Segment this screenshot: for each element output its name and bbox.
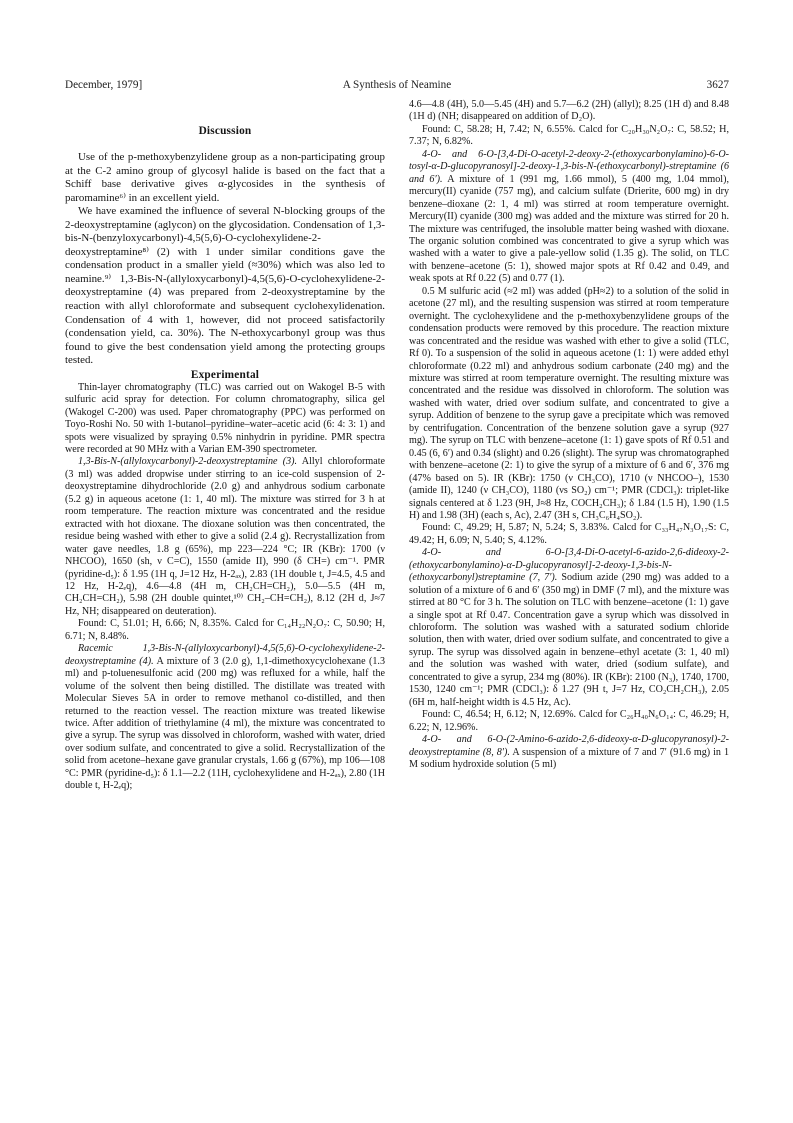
page-number: 3627 — [706, 79, 729, 91]
paragraph-text: Sodium azide (290 mg) was added to a solution of a mixture of 6 and 6′ (350 mg) in DMF (7 ml), and the mixture was stirred at 80 °C for 3 h. The solution on TLC with benzene–acetone (1: 1) gave a single spot at Rf 0.47. Concentration gave a syrup which was dissolved in chloroform. The solution was washed with a saturated sodium chloride solution, then with water, dried over sodium sulfate, and concentrated to give a syrup. The syrup was dissolved again in benzene–ethyl acetate (3: 1, 40 ml) and the solution was washed with water, dried (sodium sulfate), and concentrated to give a syrup, 234 mg (80%). IR (KBr): 2100 (N₃), 1740, 1700, 1530, 1240 cm⁻¹; PMR (CDCl₃): δ 1.27 (9H t, J=7 Hz, CO₂CH₂CH₃), 2.05 (6H m, half-height width is 4.5 Hz, Ac). — [409, 572, 729, 708]
compound-heading: Racemic 1,3-Bis-N-(allyloxycarbonyl)-4,5(5,6)-O-cyclohexylidene-2-deoxystreptamine (4). — [65, 643, 385, 667]
experimental-paragraph — [65, 456, 385, 618]
experimental-paragraph — [409, 522, 729, 547]
experimental-paragraph — [65, 382, 385, 457]
paragraph-text: A mixture of 3 (2.0 g), 1,1-dimethoxycyclohexane (1.3 ml) and p-toluenesulfonic acid (200 mg) was refluxed for a while, half the volume of the solvent then being distilled. The distillate was treated with Molecular Sieves 5A in order to remove methanol co-distilled, and then returned to the reaction vessel. The reaction mixture was treated likewise twice. After addition of triethylamine (4 ml), the mixture was concentrated to give a syrup. The syrup was dissolved in chloroform, washed with water, dried over sodium sulfate, and concentrated to give a solid. Recrystallization of the solid from acetone–hexane gave granular crystals, 1.66 g (67%), mp 106—108 °C: PMR (pyridine-d₅): δ 1.1—2.2 (11H, cyclohexylidene and H-2ₐₓ), 2.80 (1H double t, H-2ₑq); — [65, 655, 386, 792]
paragraph-text: Found: C, 51.01; H, 6.66; N, 8.35%. Calcd for C₁₄H₂₂N₂O₇: C, 50.90; H, 6.71; N, 8.48%. — [65, 618, 385, 642]
experimental-paragraph — [409, 734, 729, 771]
paragraph-text: A mixture of 1 (991 mg, 1.66 mmol), 5 (400 mg, 1.04 mmol), mercury(II) cyanide (757 mg), and calcium sulfate (Drierite, 600 mg) in dry benzene–dioxane (2: 1, 4 ml) was stirred at room temperature overnight. Mercury(II) cyanide (300 mg) was added and the mixture was stirred for 20 h. The mixture was centrifuged, the insoluble matter being washed with dioxane. The organic solution combined was concentrated to give a syrup which was washed with a water to give a pale-yellow solid (1.35 g). The solid, on TLC with benzene–acetone (5: 1), showed major spots at Rf 0.42 and 0.49, and weak spots at Rf 0.22 (5) and 0.77 (1). — [409, 173, 729, 285]
running-title: A Synthesis of Neamine — [342, 79, 452, 91]
paragraph-text: Found: C, 46.54; H, 6.12; N, 12.69%. Calcd for C₂₆H₄₀N₆O₁₄: C, 46.29; H, 6.22; N, 12.96%. — [409, 709, 729, 733]
discussion-heading: Discussion — [198, 125, 252, 137]
experimental-heading: Experimental — [190, 368, 260, 381]
paragraph-text: Found: C, 58.28; H, 7.42; N, 6.55%. Calcd for C₂₀H₃₀N₂O₇: C, 58.52; H, 7.37; N, 6.82%. — [409, 123, 729, 148]
experimental-body — [65, 382, 385, 793]
paragraph-text: Allyl chloroformate (3 ml) was added dropwise under stirring to an ice-cold suspension of 2-deoxystreptamine dihydrochloride (2.0 g) and anhydrous sodium carbonate (5.2 g) in aqueous acetone (1: 1, 40 ml). The mixture was stirred for 3 h at room temperature. The reaction mixture was concentrated and the residue extracted with hot dioxane. The dioxane solution was then concentrated, the residue being washed with ether to give a solid (2.4 g). Recrystallization from water gave needles, 1.8 g (65%), mp 223—224 °C; IR (KBr): 1700 (ν NHCOO), 1650 (sh, ν C=C), 1550 (amide II), 990 (δ CH=) cm⁻¹. PMR (pyridine-d₅): δ 1.95 (1H q, J=12 Hz, H-2ₐₓ), 2.83 (1H double t, J=4.5, 4.5 and 12 Hz, H-2ₑq), 4.6—4.8 (4H m, CH₂CH=CH₂), 5.0—5.5 (4H m, CH₂CH=CH₂), 5.98 (2H double quintet,¹⁰⁾ CH₂–CH=CH₂), 8.12 (2H d, J≈7 Hz, NH; disappeared on deuteration). — [65, 456, 385, 617]
left-column — [65, 124, 385, 793]
paragraph-text: Thin-layer chromatography (TLC) was carried out on Wakogel B-5 with sulfuric acid spray for detection. For column chromatography, silica gel (Wakogel C-200) was used. Paper chromatography (PPC) was performed on Toyo-Roshi No. 50 with 1-butanol–pyridine–water–acetic acid (6: 4: 3: 1) and spots were visualized by spraying 0.5% ninhydrin in pyridine. PMR spectra were recorded at 90 MHz with a Varian EM-390 spectrometer. — [65, 381, 385, 456]
compound-heading: 1,3-Bis-N-(allyloxycarbonyl)-2-deoxystreptamine (3). — [78, 456, 298, 468]
paragraph-text: 0.5 M sulfuric acid (≈2 ml) was added (pH≈2) to a solution of the solid in acetone (27 ml), and the resulting suspension was stirred at room temperature overnight. The cyclohexylidene and the p-methoxybenzylidene groups of the condensation products were removed by this procedure. The reaction mixture was concentrated and the residue was washed with ether to give a solid (TLC, Rf 0). To a suspension of the solid in aqueous acetone (1: 1) were added ethyl chloroformate (0.22 ml) and anhydrous sodium carbonate (240 mg) and the mixture was stirred at room temperature overnight. The resulting mixture was concentrated and the residue was dissolved in chloroform. The solution was washed with water, dried over sodium sulfate, and concentrated to give a syrup. Addition of benzene to the syrup gave a precipitate which was removed by centrifugation. Concentration of the benzene solution gave a syrup (927 mg). The syrup on TLC with benzene–acetone (1: 1) gave spots of Rf 0.51 and 0.45 (6, 6′) and 0.34 (slight) and 0.26 (slight). The syrup was chromatographed with benzene–acetone (2: 1) to give the syrup of a mixture of 6 and 6′, 376 mg (47% based on 5). IR (KBr): 1750 (ν CH₃CO), 1710 (ν NHCOO–), 1530 (amide II), 1240 (ν CH₃CO), 1180 (νs SO₂) cm⁻¹; PMR (CDCl₃): triplet-like signals centered at δ 1.23 (9H, J≈8 Hz, COCH₂CH₃); δ 1.84 (1.5 H), 1.90 (1.5 H) and 1.98 (3H) (each s, Ac), 2.47 (3H s, CH₃C₆H₄SO₂). — [409, 285, 729, 521]
experimental-paragraph — [65, 618, 385, 643]
experimental-paragraph — [409, 99, 729, 124]
issue-date: December, 1979] — [65, 79, 143, 91]
compound-heading: 4-O- and 6-O-(2-Amino-6-azido-2,6-dideoxy-α-D-glucopyranosyl)-2-deoxystreptamine (8, 8′). — [409, 734, 729, 758]
experimental-paragraph — [409, 149, 729, 286]
experimental-paragraph — [409, 547, 729, 709]
discussion-paragraph: Use of the p-methoxybenzylidene group as a non-participating group at the C-2 amino group of glycosyl halide is based on the fact that a Schiff base derivative gives α-glycosides in the synthesis of paromamine⁶⁾ in an excellent yield. — [65, 151, 385, 204]
experimental-paragraph — [409, 709, 729, 734]
paragraph-text: A suspension of a mixture of 7 and 7′ (91.6 mg) in 1 M sodium hydroxide solution (5 ml) — [409, 746, 729, 771]
discussion-body — [65, 151, 385, 368]
paragraph-text: 4.6—4.8 (4H), 5.0—5.45 (4H) and 5.7—6.2 (2H) (allyl); 8.25 (1H d) and 8.48 (1H d) (NH; disappeared on addition of D₂O). — [409, 99, 729, 123]
experimental-paragraph — [65, 643, 385, 792]
experimental-paragraph — [409, 124, 729, 149]
right-column — [409, 99, 729, 771]
compound-heading: 4-O- and 6-O-[3,4-Di-O-acetyl-2-deoxy-2-(ethoxycarbonylamino)-6-O-tosyl-α-D-glucopyranosyl]-2-deoxy-1,3-bis-N-(ethoxycarbonyl)-streptamine (6 and 6′). — [409, 148, 729, 185]
paragraph-text: Found: C, 49.29; H, 5.87; N, 5.24; S, 3.83%. Calcd for C₃₃H₄₇N₃O₁₇S: C, 49.42; H, 6.09; N, 5.40; S, 4.12%. — [409, 522, 729, 546]
discussion-paragraph: We have examined the influence of several N-blocking groups of the 2-deoxystreptamine (aglycon) on the glycosidation. Condensation of 1,3-bis-N-(benzyloxycarbonyl)-4,5(5,6)-O-cyclohexylidene-2-deoxystreptamine⁸⁾ (2) with 1 under similar conditions gave the condensation product in a smaller yield (≈30%) which was also led to neamine.⁹⁾ 1,3-Bis-N-(allyloxycarbonyl)-4,5(5,6)-O-cyclohexylidene-2-deoxystreptamine (4) was prepared from 2-deoxystreptamine by the reaction with allyl chloroformate and subsequent cyclohexylidenation. Condensation of 4 with 1, however, did not proceed satisfactorily (condensation yield, ca. 30%). The N-ethoxycarbonyl group was thus found to give the best condensation yield among the protecting groups tested. — [65, 205, 385, 367]
compound-heading: 4-O- and 6-O-[3,4-Di-O-acetyl-6-azido-2,6-dideoxy-2-(ethoxycarbonylamino)-α-D-glucopyranosyl]-2-deoxy-1,3-bis-N-(ethoxycarbonyl)streptamine (7, 7′). — [409, 547, 729, 584]
experimental-paragraph — [409, 286, 729, 523]
